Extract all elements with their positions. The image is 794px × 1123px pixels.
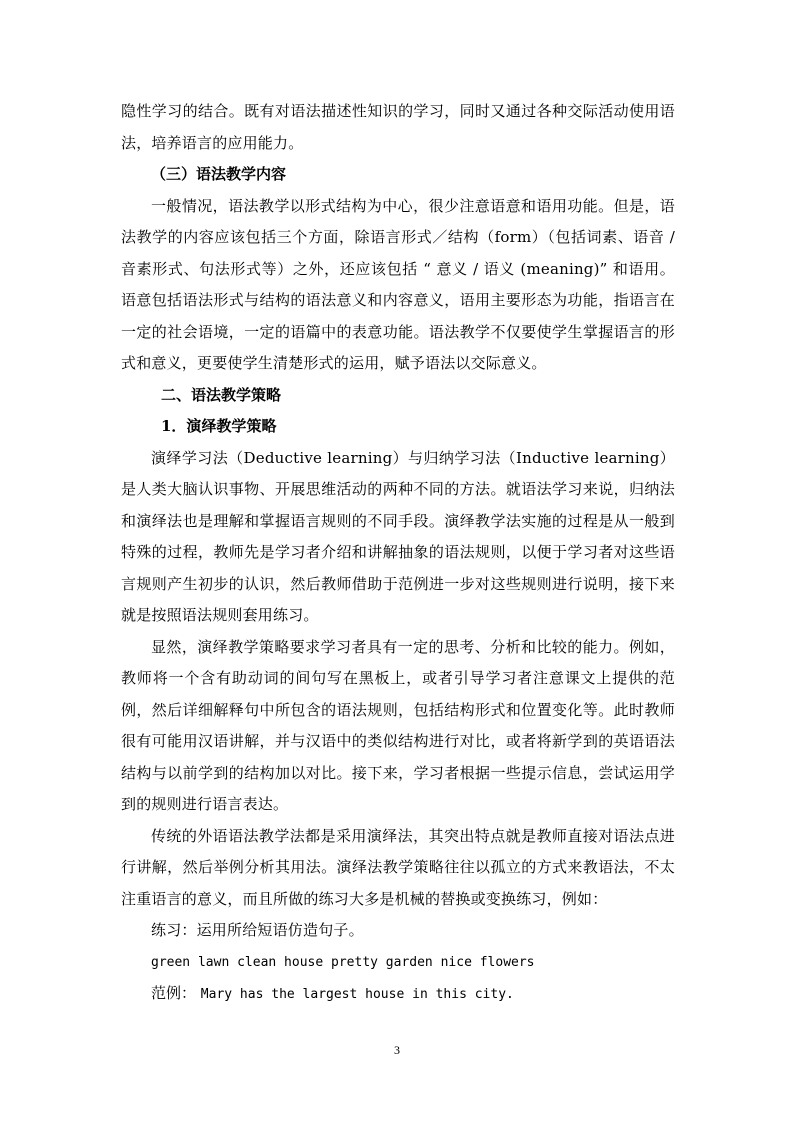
paragraph-traditional-method: 传统的外语语法教学法都是采用演绎法，其突出特点就是教师直接对语法点进行讲解，然后举例分析其用法。演绎法教学策略往往以孤立的方式来教语法，不太注重语言的意义，而且所做的练习大多是机械的替换或变换练习，例如：	[121, 826, 675, 908]
page-number: 3	[394, 1043, 400, 1057]
exercise-phrases: green lawn clean house pretty garden nice flowers	[151, 954, 535, 970]
subsection-heading-deductive-strategy: 1．演绎教学策略	[161, 417, 277, 435]
section-heading-grammar-strategies: 二、语法教学策略	[161, 385, 282, 404]
example-sentence: Mary has the largest house in this city.	[200, 987, 514, 1002]
paragraph-deductive-learning: 演绎学习法（Deductive learning）与归纳学习法（Inductive learning）是人类大脑认识事物、开展思维活动的两种不同的方法。就语法学习来说，归纳法和演绎法也是理解和掌握语言规则的不同手段。演绎教学法实施的过程是从一般到特殊的过程，教师先是学习者介绍和讲解抽象的语法规则，以便于学习者对这些语言规则产生初步的认识，然后教师借助于范例进一步对这些规则进行说明，接下来就是按照语法规则套用练习。	[121, 448, 675, 624]
example-label: 范例：	[151, 984, 197, 1002]
paragraph-continuation: 隐性学习的结合。既有对语法描述性知识的学习，同时又通过各种交际活动使用语法，培养语言的应用能力。	[121, 102, 675, 152]
paragraph-grammar-content: 一般情况，语法教学以形式结构为中心，很少注意语意和语用功能。但是，语法教学的内容应该包括三个方面，除语言形式／结构（form）（包括词素、语音 / 音素形式、句法形式等）之外，还应该包括 “ 意义 / 语义 (meaning)” 和语用。语意包括语法形式与结构的语法意义和内容意义，语用主要形态为功能，指语言在一定的社会语境，一定的语篇中的表意功能。语法教学不仅要使学生掌握语言的形式和意义，更要使学生清楚形式的运用，赋予语法以交际意义。	[121, 196, 675, 372]
page-body	[121, 96, 675, 1011]
paragraph-deductive-requirements: 显然，演绎教学策略要求学习者具有一定的思考、分析和比较的能力。例如，教师将一个含有助动词的间句写在黑板上，或者引导学习者注意课文上提供的范例，然后详细解释句中所包含的语法规则，包括结构形式和位置变化等。此时教师很有可能用汉语讲解，并与汉语中的类似结构进行对比，或者将新学到的英语语法结构与以前学到的结构加以对比。接下来，学习者根据一些提示信息，尝试运用学到的规则进行语言表达。	[121, 637, 675, 813]
section-heading-grammar-content: （三）语法教学内容	[151, 165, 287, 183]
exercise-instruction: 练习：运用所给短语仿造句子。	[151, 921, 364, 939]
example-line	[121, 978, 675, 1011]
